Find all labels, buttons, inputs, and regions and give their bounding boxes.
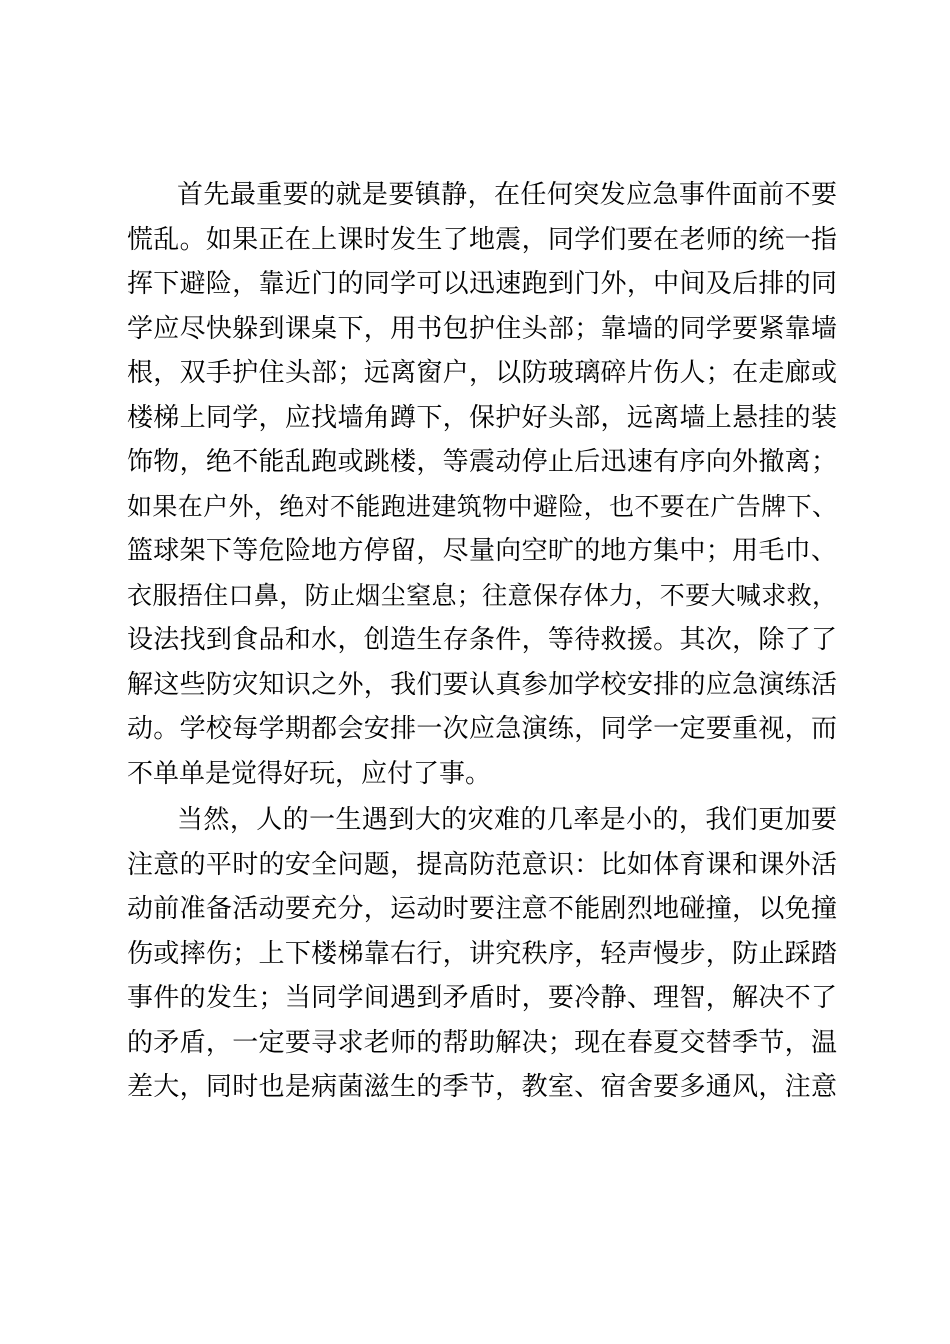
paragraph-2-line-7: 差大，同时也是病菌滋生的季节，教室、宿舍要多通风，注意 xyxy=(127,1072,837,1102)
paragraph-1-line-9: 篮球架下等危险地方停留，尽量向空旷的地方集中；用毛巾、 xyxy=(127,536,837,566)
paragraph-1-line-2: 慌乱。如果正在上课时发生了地震，同学们要在老师的统一指 xyxy=(127,225,837,255)
paragraph-1-line-6: 楼梯上同学，应找墙角蹲下，保护好头部，远离墙上悬挂的装 xyxy=(127,403,837,433)
paragraph-2-line-1: 当然，人的一生遇到大的灾难的几率是小的，我们更加要 xyxy=(177,805,837,835)
paragraph-2-line-3: 动前准备活动要充分，运动时要注意不能剧烈地碰撞，以免撞 xyxy=(127,894,837,924)
paragraph-2-line-5: 事件的发生；当同学间遇到矛盾时，要冷静、理智，解决不了 xyxy=(127,983,837,1013)
paragraph-1-line-8: 如果在户外，绝对不能跑进建筑物中避险，也不要在广告牌下、 xyxy=(127,492,837,521)
paragraph-1-line-1: 首先最重要的就是要镇静，在任何突发应急事件面前不要 xyxy=(177,180,837,210)
paragraph-1-line-12: 解这些防灾知识之外，我们要认真参加学校安排的应急演练活 xyxy=(127,670,837,700)
paragraph-1-line-10: 衣服捂住口鼻，防止烟尘窒息；往意保存体力，不要大喊求救， xyxy=(127,581,837,610)
paragraph-1-line-13: 动。学校每学期都会安排一次应急演练，同学一定要重视，而 xyxy=(127,714,837,744)
paragraph-1-line-5: 根，双手护住头部；远离窗户，以防玻璃碎片伤人；在走廊或 xyxy=(127,358,837,388)
paragraph-1-line-7: 饰物，绝不能乱跑或跳楼，等震动停止后迅速有序向外撤离； xyxy=(127,447,837,477)
paragraph-1-line-11: 设法找到食品和水，创造生存条件，等待救援。其次，除了了 xyxy=(127,625,837,655)
paragraph-2-line-4: 伤或摔伤；上下楼梯靠右行，讲究秩序，轻声慢步，防止踩踏 xyxy=(127,939,837,969)
paragraph-2-line-6: 的矛盾，一定要寻求老师的帮助解决；现在春夏交替季节，温 xyxy=(127,1028,837,1058)
paragraph-1-line-14: 不单单是觉得好玩，应付了事。 xyxy=(127,759,492,789)
paragraph-1-line-4: 学应尽快躲到课桌下，用书包护住头部；靠墙的同学要紧靠墙 xyxy=(127,314,837,344)
paragraph-2-line-2: 注意的平时的安全问题，提高防范意识：比如体育课和课外活 xyxy=(127,850,837,880)
paragraph-1-line-3: 挥下避险，靠近门的同学可以迅速跑到门外，中间及后排的同 xyxy=(127,269,837,299)
